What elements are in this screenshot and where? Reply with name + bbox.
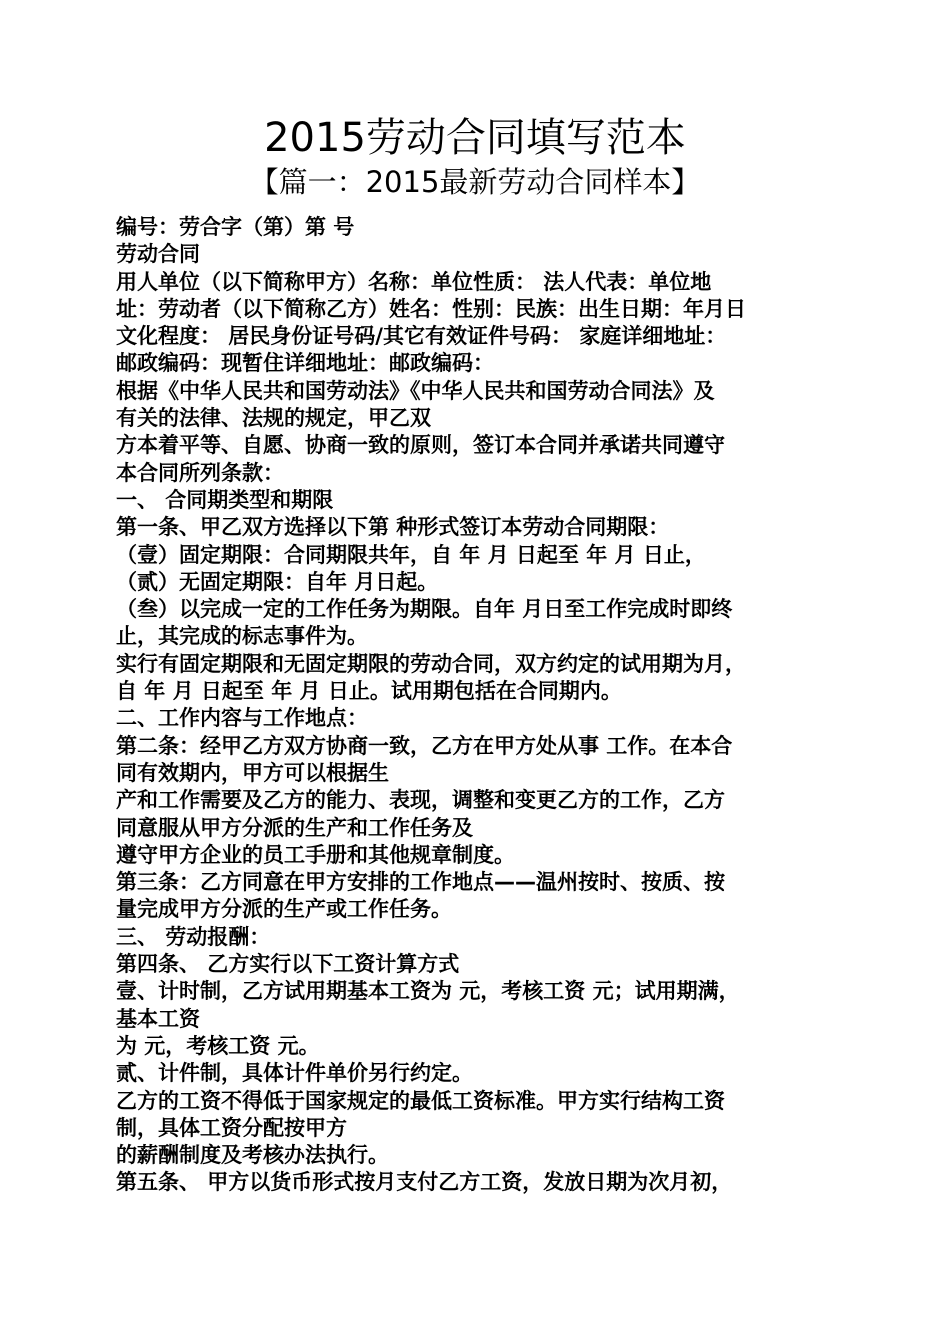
text-line: 第四条、 乙方实行以下工资计算方式 — [116, 952, 460, 977]
text-line: 二、工作内容与工作地点： — [116, 706, 368, 731]
document-subtitle: 【篇一：2015最新劳动合同样本】 — [249, 165, 701, 199]
text-line: 根据《中华人民共和国劳动法》《中华人民共和国劳动合同法》及 — [116, 378, 715, 403]
text-line: （壹）固定期限：合同期限共年，自 年 月 日起至 年 月 日止， — [116, 542, 706, 567]
text-line: 乙方的工资不得低于国家规定的最低工资标准。甲方实行结构工资 — [116, 1088, 725, 1113]
text-line: （贰）无固定期限：自年 月日起。 — [116, 569, 439, 594]
text-line: 制，具体工资分配按甲方 — [116, 1115, 347, 1140]
text-line: 第一条、甲乙双方选择以下第 种形式签订本劳动合同期限： — [116, 515, 670, 540]
document-body — [116, 214, 846, 1197]
text-line: 止，其完成的标志事件为。 — [116, 624, 368, 649]
text-line: 本合同所列条款： — [116, 460, 284, 485]
text-line: 邮政编码：现暂住详细地址：邮政编码： — [116, 351, 494, 376]
text-line: 劳动合同 — [116, 242, 200, 267]
text-line: 遵守甲方企业的员工手册和其他规章制度。 — [116, 842, 515, 867]
text-line: 第五条、 甲方以货币形式按月支付乙方工资，发放日期为次月初， — [116, 1170, 733, 1195]
text-line: 用人单位（以下简称甲方）名称：单位性质： 法人代表：单位地 — [116, 269, 712, 294]
text-line: 有关的法律、法规的规定，甲乙双 — [116, 406, 431, 431]
document-title: 2015劳动合同填写范本 — [264, 115, 686, 161]
text-line: 实行有固定期限和无固定期限的劳动合同，双方约定的试用期为月， — [116, 651, 746, 676]
text-line: 量完成甲方分派的生产或工作任务。 — [116, 897, 452, 922]
text-line: 同有效期内，甲方可以根据生 — [116, 760, 389, 785]
text-line: 方本着平等、自愿、协商一致的原则，签订本合同并承诺共同遵守 — [116, 433, 725, 458]
text-line: 贰、计件制，具体计件单价另行约定。 — [116, 1061, 473, 1086]
text-line: 同意服从甲方分派的生产和工作任务及 — [116, 815, 473, 840]
text-line: 产和工作需要及乙方的能力、表现，调整和变更乙方的工作，乙方 — [116, 788, 725, 813]
text-line: （叁）以完成一定的工作任务为期限。自年 月日至工作完成时即终 — [116, 597, 733, 622]
text-line: 编号：劳合字（第）第 号 — [116, 215, 355, 239]
text-line: 壹、计时制，乙方试用期基本工资为 元，考核工资 元；试用期满， — [116, 979, 740, 1004]
text-line: 文化程度： 居民身份证号码/其它有效证件号码： 家庭详细地址： — [116, 324, 727, 349]
text-line: 第三条：乙方同意在甲方安排的工作地点——温州按时、按质、按 — [116, 870, 725, 895]
text-line: 三、 劳动报酬： — [116, 924, 271, 949]
text-line: 第二条：经甲乙方双方协商一致，乙方在甲方处从事 工作。在本合 — [116, 733, 733, 758]
text-line: 址：劳动者（以下简称乙方）姓名：性别：民族：出生日期：年月日 — [116, 296, 746, 321]
text-line: 的薪酬制度及考核办法执行。 — [116, 1143, 389, 1168]
text-line: 为 元，考核工资 元。 — [116, 1033, 320, 1058]
text-line: 基本工资 — [116, 1006, 200, 1031]
text-line: 自 年 月 日起至 年 月 日止。试用期包括在合同期内。 — [116, 679, 622, 704]
text-line: 一、 合同期类型和期限 — [116, 487, 334, 512]
